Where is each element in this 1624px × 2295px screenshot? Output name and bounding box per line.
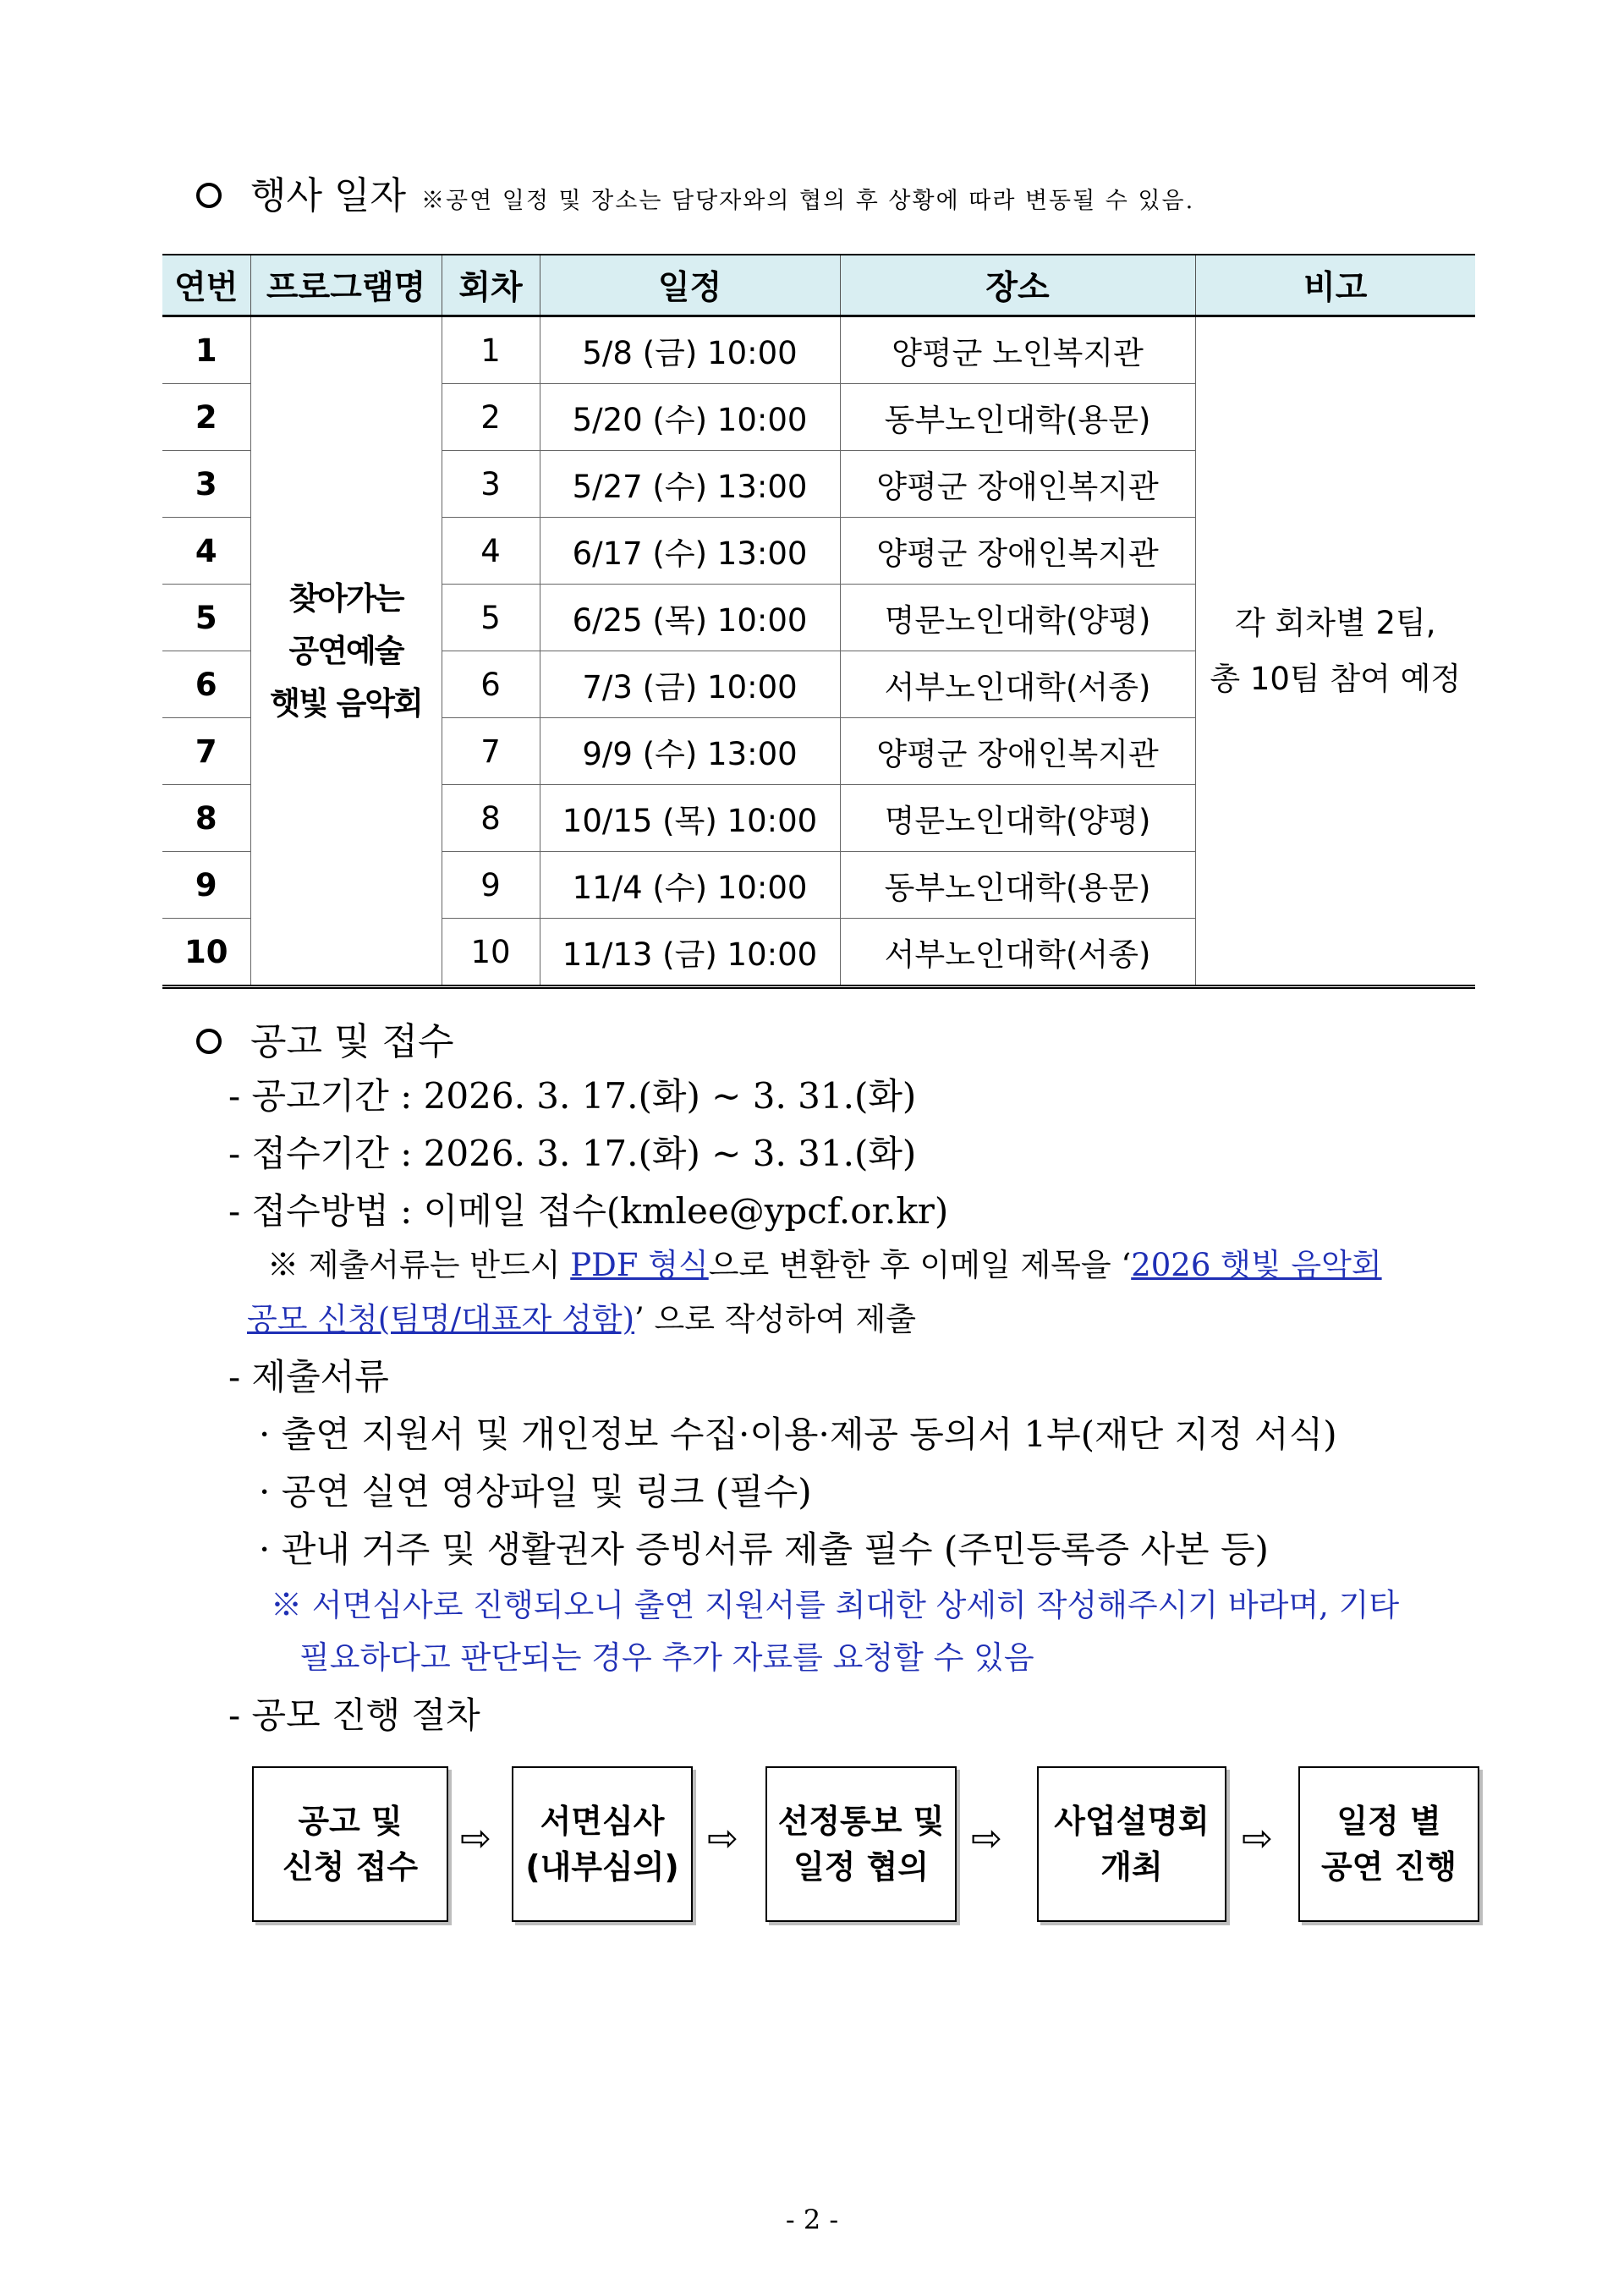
process-step-line: 신청 접수 (282, 1848, 419, 1886)
row-round: 3 (442, 451, 540, 518)
row-no: 3 (162, 451, 250, 518)
program-line: 공연예술 (288, 632, 403, 669)
process-step-line: 서면심사 (540, 1803, 665, 1840)
header-place: 장소 (840, 255, 1195, 316)
row-place: 명문노인대학(양평) (840, 785, 1195, 852)
process-step-line: (내부심의) (525, 1848, 679, 1886)
circle-bullet-icon (196, 1029, 222, 1054)
receipt-period: - 접수기간 : 2026. 3. 17.(화) ~ 3. 31.(화) (228, 1133, 917, 1174)
row-no: 9 (162, 852, 250, 919)
remark-line: 총 10팀 참여 예정 (1210, 660, 1462, 697)
row-place: 양평군 장애인복지관 (840, 451, 1195, 518)
process-step-line: 공연 진행 (1320, 1848, 1457, 1886)
review-notice-line1: ※ 서면심사로 진행되오니 출연 지원서를 최대한 상세히 작성해주시기 바라며, 기타 (271, 1587, 1400, 1623)
row-round: 2 (442, 384, 540, 451)
row-date: 5/8 (금) 10:00 (540, 316, 840, 384)
process-step-line: 일정 별 (1336, 1803, 1441, 1840)
row-round: 8 (442, 785, 540, 852)
row-place: 서부노인대학(서종) (840, 919, 1195, 987)
section-announcement-heading (196, 1017, 454, 1068)
email-subject-highlight: 공모 신청(팀명/대표자 성함) (247, 1301, 635, 1337)
row-no: 10 (162, 919, 250, 987)
row-no: 6 (162, 651, 250, 718)
row-round: 7 (442, 718, 540, 785)
header-no: 연번 (162, 255, 250, 316)
document-item: · 관내 거주 및 생활권자 증빙서류 제출 필수 (주민등록증 사본 등) (259, 1529, 1269, 1570)
process-step-line: 일정 협의 (793, 1848, 930, 1886)
program-line: 햇빛 음악회 (270, 684, 422, 722)
process-step-box (512, 1766, 693, 1922)
row-place: 양평군 장애인복지관 (840, 518, 1195, 585)
row-date: 6/25 (목) 10:00 (540, 585, 840, 651)
row-date: 11/4 (수) 10:00 (540, 852, 840, 919)
process-step-box (1037, 1766, 1226, 1922)
process-step-line: 개최 (1100, 1848, 1163, 1886)
pdf-format-highlight: PDF 형식 (570, 1247, 709, 1283)
header-program: 프로그램명 (250, 255, 442, 316)
header-remark: 비고 (1195, 255, 1475, 316)
row-round: 1 (442, 316, 540, 384)
row-date: 7/3 (금) 10:00 (540, 651, 840, 718)
row-date: 9/9 (수) 13:00 (540, 718, 840, 785)
submission-notice-line1 (267, 1240, 1382, 1291)
process-step-line: 사업설명회 (1054, 1803, 1210, 1840)
process-flow (252, 1766, 1487, 1923)
document-item: · 출연 지원서 및 개인정보 수집·이용·제공 동의서 1부(재단 지정 서식) (259, 1414, 1337, 1455)
schedule-table (162, 254, 1475, 989)
row-place: 서부노인대학(서종) (840, 651, 1195, 718)
process-step-box (765, 1766, 957, 1922)
row-place: 명문노인대학(양평) (840, 585, 1195, 651)
row-place: 양평군 노인복지관 (840, 316, 1195, 384)
header-round: 회차 (442, 255, 540, 316)
receipt-method: - 접수방법 : 이메일 접수(kmlee@ypcf.or.kr) (228, 1190, 949, 1232)
notice-text: ’ 으로 작성하여 제출 (634, 1301, 917, 1337)
row-no: 4 (162, 518, 250, 585)
row-round: 9 (442, 852, 540, 919)
arrow-right-icon: ⇨ (971, 1817, 1002, 1860)
notice-text: ※ 제출서류는 반드시 (267, 1247, 571, 1283)
row-no: 7 (162, 718, 250, 785)
announcement-period: - 공고기간 : 2026. 3. 17.(화) ~ 3. 31.(화) (228, 1075, 917, 1117)
row-no: 8 (162, 785, 250, 852)
row-date: 10/15 (목) 10:00 (540, 785, 840, 852)
table-row (162, 316, 1475, 384)
submission-notice-line2 (247, 1294, 916, 1345)
section-title: 공고 및 접수 (250, 1020, 454, 1063)
arrow-right-icon: ⇨ (707, 1817, 738, 1860)
page-number: - 2 - (785, 2204, 839, 2236)
table-header-row (162, 255, 1475, 316)
process-step-line: 공고 및 (298, 1803, 403, 1840)
program-line: 찾아가는 (288, 579, 403, 617)
process-heading: - 공모 진행 절차 (228, 1694, 480, 1736)
documents-heading: - 제출서류 (228, 1356, 389, 1397)
row-date: 6/17 (수) 13:00 (540, 518, 840, 585)
section-event-dates-heading (196, 171, 1194, 227)
section-title: 행사 일자 (250, 174, 407, 217)
arrow-right-icon: ⇨ (1242, 1817, 1273, 1860)
row-round: 6 (442, 651, 540, 718)
process-step-box (252, 1766, 448, 1922)
process-step-line: 선정통보 및 (777, 1803, 945, 1840)
program-name-cell (250, 316, 442, 987)
arrow-right-icon: ⇨ (460, 1817, 491, 1860)
row-round: 10 (442, 919, 540, 987)
row-place: 동부노인대학(용문) (840, 384, 1195, 451)
row-no: 5 (162, 585, 250, 651)
remark-cell (1195, 316, 1475, 987)
process-step-box (1298, 1766, 1479, 1922)
row-round: 5 (442, 585, 540, 651)
email-subject-highlight: 2026 햇빛 음악회 (1131, 1247, 1382, 1283)
row-date: 5/27 (수) 13:00 (540, 451, 840, 518)
document-item: · 공연 실연 영상파일 및 링크 (필수) (259, 1471, 812, 1513)
row-date: 11/13 (금) 10:00 (540, 919, 840, 987)
remark-line: 각 회차별 2팀, (1234, 604, 1436, 641)
row-no: 2 (162, 384, 250, 451)
header-date: 일정 (540, 255, 840, 316)
row-date: 5/20 (수) 10:00 (540, 384, 840, 451)
row-no: 1 (162, 316, 250, 384)
circle-bullet-icon (196, 183, 222, 208)
schedule-change-note: ※공연 일정 및 장소는 담당자와의 협의 후 상황에 따라 변동될 수 있음. (421, 188, 1195, 214)
row-place: 동부노인대학(용문) (840, 852, 1195, 919)
row-place: 양평군 장애인복지관 (840, 718, 1195, 785)
row-round: 4 (442, 518, 540, 585)
notice-text: 으로 변환한 후 이메일 제목을 ‘ (708, 1247, 1132, 1283)
review-notice-line2: 필요하다고 판단되는 경우 추가 자료를 요청할 수 있음 (299, 1639, 1034, 1676)
